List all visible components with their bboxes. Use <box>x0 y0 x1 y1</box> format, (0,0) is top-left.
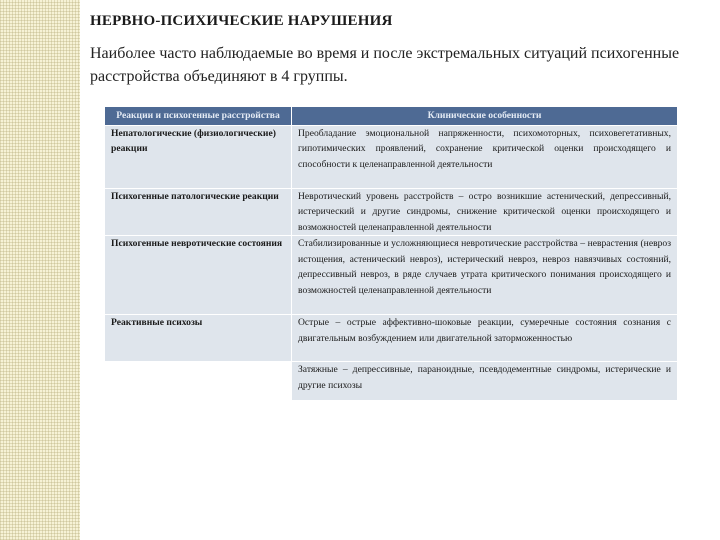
table-row <box>105 236 678 315</box>
row-name: Психогенные патологические реакции <box>105 188 292 236</box>
header-reactions: Реакции и психогенные расстройства <box>105 107 292 126</box>
table-header-row <box>105 107 678 126</box>
disorders-table <box>104 106 678 401</box>
page-title: НЕРВНО-ПСИХИЧЕСКИЕ НАРУШЕНИЯ <box>90 13 393 29</box>
row-description: Невротический уровень расстройств – остро возникшие астенический, депрессивный, истерический и другие синдромы, снижение критической оценки происходящего и возможностей целенаправленной деятельности <box>292 188 678 236</box>
row-name: Непатологические (физиологические) реакции <box>105 125 292 188</box>
table-row <box>105 188 678 236</box>
row-name: Психогенные невротические состояния <box>105 236 292 315</box>
intro-paragraph: Наиболее часто наблюдаемые во время и после экстремальных ситуаций психогенные расстройства объединяют в 4 группы. <box>90 45 680 85</box>
row-description: Острые – острые аффективно-шоковые реакции, сумеречные состояния сознания с двигательным возбуждением или двигательной заторможенностью <box>292 315 678 362</box>
empty-cell <box>105 362 292 401</box>
row-name: Реактивные психозы <box>105 315 292 362</box>
row-description: Затяжные – депрессивные, параноидные, псевдодементные синдромы, истерические и другие психозы <box>292 362 678 401</box>
row-description: Стабилизированные и усложняющиеся невротические расстройства – неврастения (невроз истощения, астенический невроз), истерический невроз, невроз навязчивых состояний, депрессивный невроз, в ряде случаев утрата критического понимания происходящего и возможностей целенаправленной деятельности <box>292 236 678 315</box>
decorative-side-pattern <box>0 0 80 540</box>
table-row <box>105 362 678 401</box>
row-description: Преобладание эмоциональной напряженности, психомоторных, психовегетативных, гипотимических проявлений, сохранение критической оценки происходящего и способности к целенаправленной деятельности <box>292 125 678 188</box>
header-clinical-features: Клинические особенности <box>292 107 678 126</box>
table-row <box>105 315 678 362</box>
table-row <box>105 125 678 188</box>
